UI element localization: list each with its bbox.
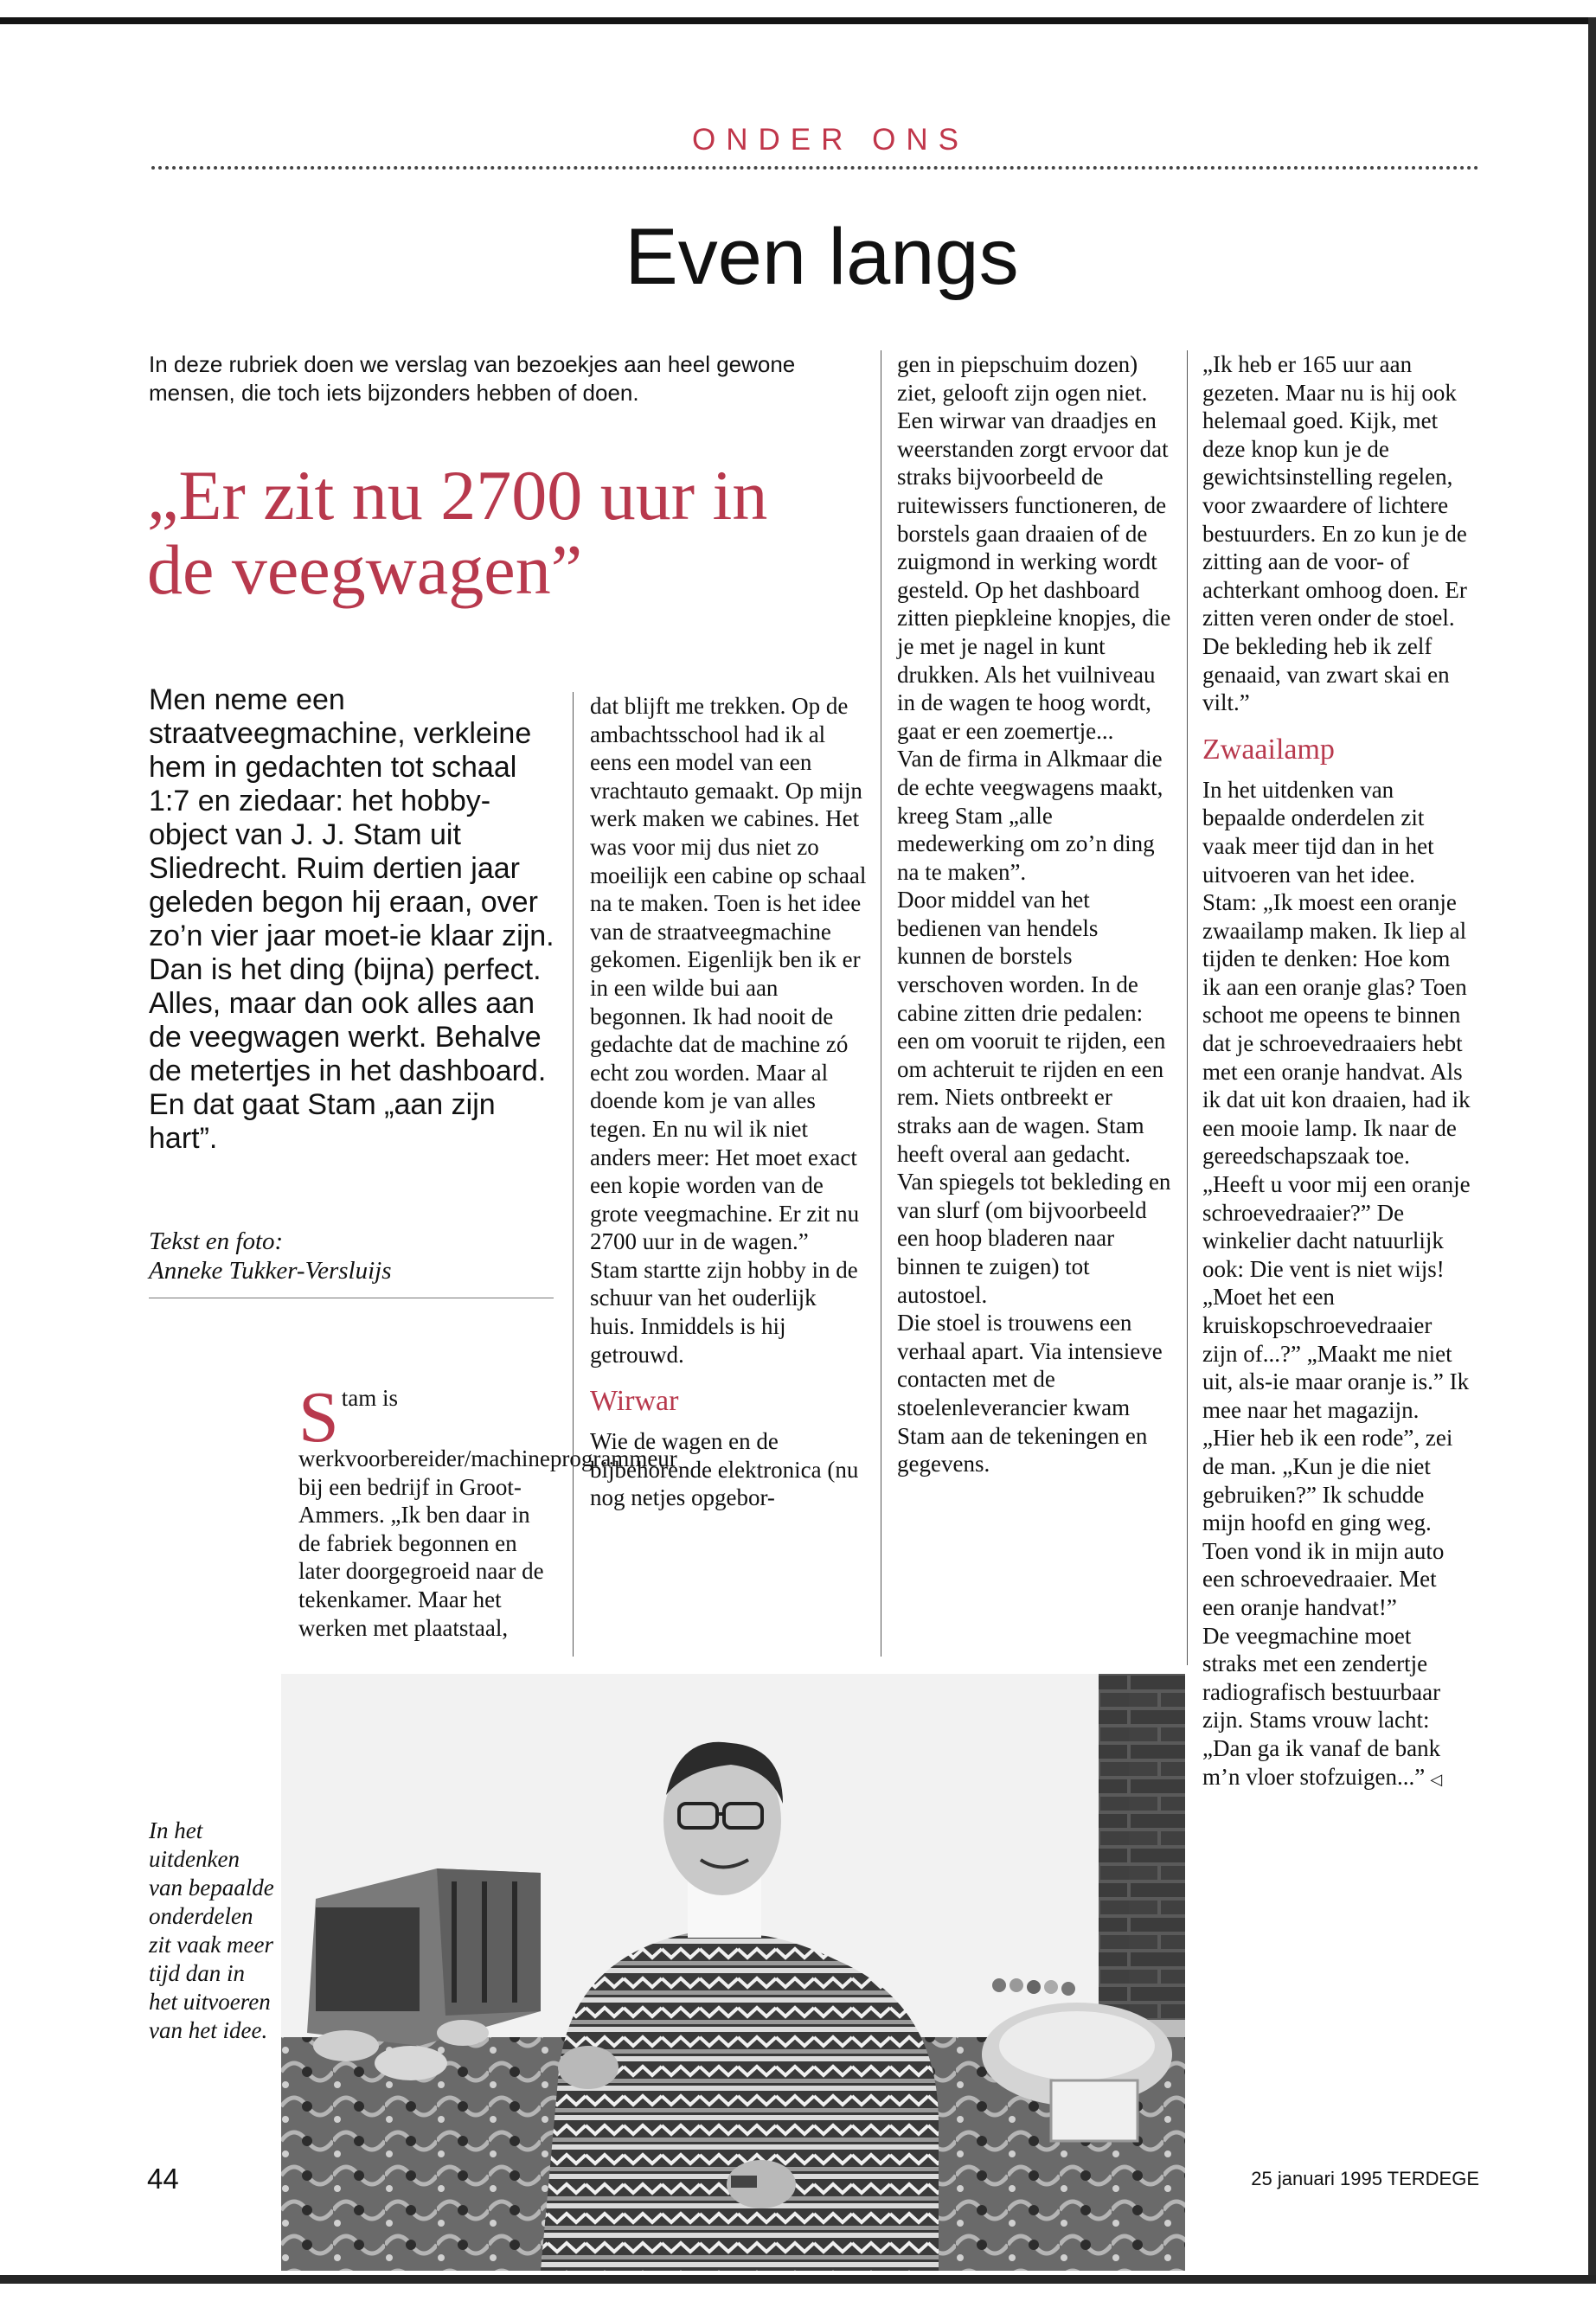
column-2-paragraph: Wie de wagen en de bijbehorende elektronica (nu nog netjes opgebor- bbox=[590, 1428, 859, 1511]
rubric-intro: In deze rubriek doen we verslag van bezoekjes aan heel gewone mensen, die toch iets bijzonders hebben of doen. bbox=[149, 351, 796, 406]
column-3-paragraph: Die stoel is trouwens een verhaal apart. Via intensieve contacten met de stoelenleverancier kwam Stam aan de tekeningen en gegevens. bbox=[897, 1310, 1163, 1477]
drop-cap: S bbox=[298, 1377, 339, 1458]
byline bbox=[149, 1227, 555, 1285]
column-3-paragraph: Door middel van het bedienen van hendels kunnen de borstels verschoven worden. In de cabine zitten drie pedalen: een om vooruit te rijden, een om achteruit te rijden en een rem. Niets ontbreekt er straks aan de wagen. Stam heeft overal aan gedacht. Van spiegels tot bekleding en van slurf (om bijvoorbeeld een hoop bladeren naar binnen te zuigen) tot autostoel. bbox=[897, 887, 1171, 1308]
column-3-paragraph: gen in piepschuim dozen) ziet, gelooft zijn ogen niet. Een wirwar van draadjes en weerstanden zorgt ervoor dat straks bijvoorbeeld de ruitewissers functioneren, de borstels gaan draaien of de zuigmond in werking wordt gesteld. Op het dashboard zitten piepkleine knopjes, die je met je nagel in kunt drukken. Als het vuilniveau in de wagen te hoog wordt, gaat er een zoemertje... bbox=[897, 351, 1171, 744]
right-border bbox=[1588, 17, 1596, 2275]
article-column-2 bbox=[590, 692, 867, 1512]
lead-paragraph: Men neme een straatveegmachine, verkleine hem in gedachten tot schaal 1:7 en ziedaar: het hobby-object van J. J. Stam uit Sliedrecht. Ruim dertien jaar geleden begon hij eraan, over zo’n vier jaar moet-ie klaar zijn. Dan is het ding (bijna) perfect. Alles, maar dan ook alles aan de veegwagen werkt. Behalve de metertjes in het dashboard. En dat gaat Stam „aan zijn hart”. bbox=[149, 683, 554, 1155]
column-4-paragraph: „Ik heb er 165 uur aan gezeten. Maar nu is hij ook helemaal goed. Kijk, met deze knop kun je de gewichtsinstelling regelen, voor zwaardere of lichtere bestuurders. En zo kun je de zitting aan de voor- of achterkant omhoog doen. Er zitten veren onder de stoel. De bekleding heb ik zelf genaaid, van zwart skai en vilt.” bbox=[1202, 351, 1467, 716]
page-headline: Even langs bbox=[625, 213, 1019, 301]
byline-label: Tekst en foto: bbox=[149, 1227, 284, 1255]
article-column-3 bbox=[897, 350, 1172, 1478]
column-4-paragraph bbox=[1202, 1622, 1471, 1795]
byline-author: Anneke Tukker-Versluijs bbox=[149, 1257, 392, 1285]
column-rule-1 bbox=[573, 692, 574, 1657]
dotted-divider bbox=[151, 166, 1479, 170]
column-2-paragraph: dat blijft me trekken. Op de ambachtsschool had ik al eens een model van een vrachtauto gemaakt. Op mijn werk maken we cabines. Het was voor mij dus niet zo moeilijk een cabine op schaal na te maken. Toen is het idee van de straatveegmachine gekomen. Eigenlijk ben ik er in een wilde bui aan begonnen. Ik had nooit de gedachte dat de machine zó echt zou worden. Maar al doende kom je van alles tegen. En nu wil ik niet anders meer: Het moet exact een kopie worden van de grote veegmachine. Er zit nu 2700 uur in de wagen.” bbox=[590, 693, 867, 1255]
top-border bbox=[0, 17, 1596, 24]
column-rule-3 bbox=[1187, 350, 1188, 1665]
subhead-wirwar: Wirwar bbox=[590, 1385, 679, 1418]
page-number: 44 bbox=[147, 2163, 179, 2195]
column-3-paragraph: Van de firma in Alkmaar die de echte veegwagens maakt, kreeg Stam „alle medewerking om zo’n ding na te maken”. bbox=[897, 746, 1163, 885]
section-label: ONDER ONS bbox=[692, 123, 969, 157]
column-1-text: tam is werkvoorbereider/machineprogrammeur bij een bedrijf in Groot-Ammers. „Ik ben daar in de fabriek begonnen en later doorgegroeid naar de tekenkamer. Maar het werken met plaatstaal, bbox=[298, 1385, 677, 1641]
bottom-border bbox=[0, 2275, 1596, 2284]
column-4-closing-text: De veegmachine moet straks met een zendertje radiografisch bestuurbaar zijn. Stams vrouw lacht: „Dan ga ik vanaf de bank m’n vloer stofzuigen...” bbox=[1202, 1622, 1441, 1790]
end-mark-icon: ◁ bbox=[1430, 1770, 1443, 1789]
article-photo bbox=[281, 1674, 1185, 2271]
issue-footer: 25 januari 1995 TERDEGE bbox=[1251, 2168, 1479, 2189]
article-column-4 bbox=[1202, 350, 1471, 1794]
photo-caption: In het uitdenken van bepaalde onderdelen zit vaak meer tijd dan in het uitvoeren van het idee. bbox=[149, 1817, 274, 2043]
pull-quote: „Er zit nu 2700 uur in de veegwagen” bbox=[147, 456, 768, 609]
column-4-paragraph: In het uitdenken van bepaalde onderdelen zit vaak meer tijd dan in het uitvoeren van het idee. Stam: „Ik moest een oranje zwaailamp maken. Ik liep al tijden te denken: Hoe kom ik aan een oranje glas? Toen schoot me opeens te binnen dat je schroevedraaiers hebt met een oranje handvat. Als ik dat uit kon draaien, had ik een mooie lamp. Ik naar de gereedschapszaak toe. „Heeft u voor mij een oranje schroevedraaier?” De winkelier dacht natuurlijk ook: Die vent is niet wijs! „Moet het een kruiskopschroevedraaier zijn of...?” „Maakt me niet uit, als-ie maar oranje is.” Ik mee naar het magazijn. „Hier heb ik een rode”, zei de man. „Kun je die niet gebruiken?” Ik schudde mijn hoofd en ging weg. Toen vond ik in mijn auto een schroevedraaier. Met een oranje handvat!” bbox=[1202, 776, 1471, 1620]
subhead-zwaailamp: Zwaailamp bbox=[1202, 733, 1335, 766]
column-2-paragraph: Stam startte zijn hobby in de schuur van het ouderlijk huis. Inmiddels is hij getrouwd. bbox=[590, 1256, 858, 1368]
